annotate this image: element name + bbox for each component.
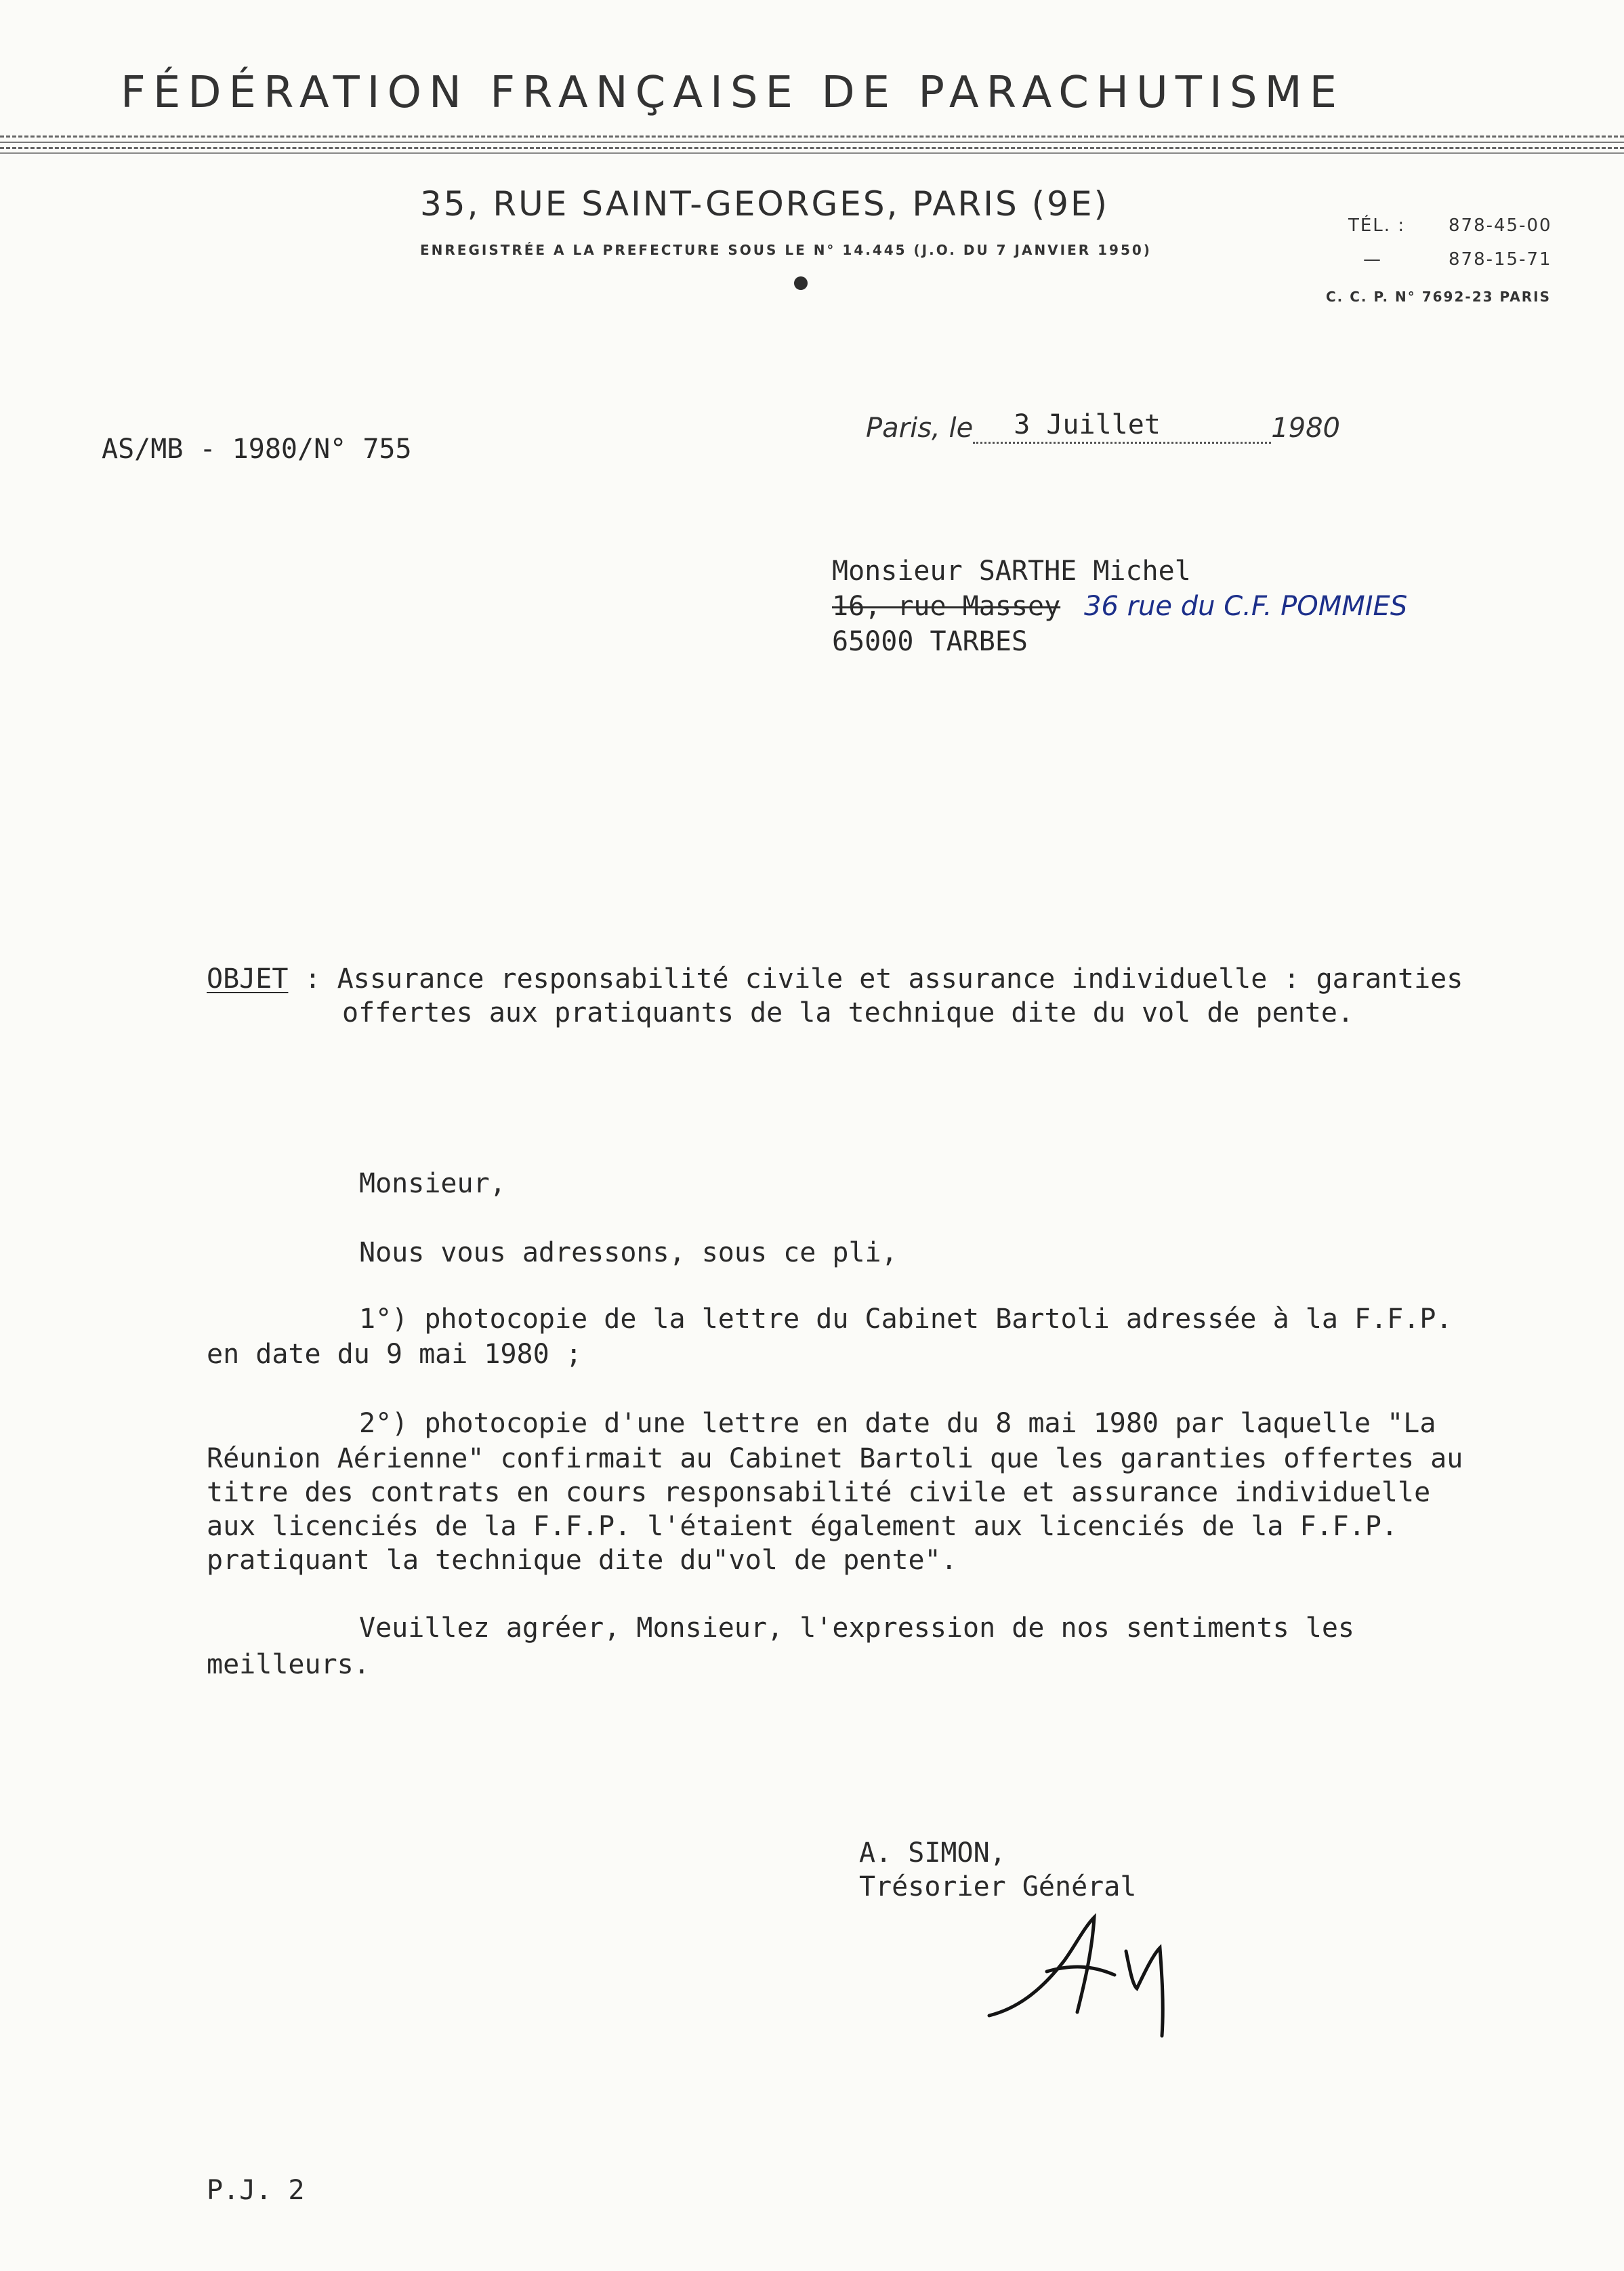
item2-line3: titre des contrats en cours responsabilité civile et assurance individuelle <box>207 1477 1431 1508</box>
item1-line2: en date du 9 mai 1980 ; <box>207 1339 582 1370</box>
signatory-title: Trésorier Général <box>859 1871 1137 1902</box>
date-day-month: 3 Juillet <box>1014 409 1161 440</box>
handwritten-signature <box>976 1911 1192 2046</box>
item2-line2: Réunion Aérienne" confirmait au Cabinet Bartoli que les garanties offertes au <box>207 1443 1463 1474</box>
date-prefix: Paris, le <box>866 413 974 444</box>
salutation: Monsieur, <box>359 1168 506 1199</box>
closing-line1: Veuillez agréer, Monsieur, l'expression de nos sentiments les <box>359 1612 1355 1644</box>
letterhead-rule <box>0 136 1624 156</box>
tel-number-2: 878-15-71 <box>1449 249 1552 270</box>
letterhead-dot <box>794 276 808 290</box>
recipient-city: 65000 TARBES <box>832 626 1028 657</box>
letterhead-registration: ENREGISTRÉE A LA PREFECTURE SOUS LE N° 14.445 (J.O. DU 7 JANVIER 1950) <box>420 242 1152 258</box>
reference-number: AS/MB - 1980/N° 755 <box>102 434 412 465</box>
tel-dash: — <box>1363 249 1382 270</box>
subject-label: OBJET <box>207 963 289 995</box>
tel-label: TÉL. : <box>1348 215 1406 236</box>
enclosure: P.J. 2 <box>207 2175 305 2206</box>
date-line <box>860 400 1340 444</box>
subject-line-2: offertes aux pratiquants de la technique dite du vol de pente. <box>342 997 1354 1028</box>
subject-line-1 <box>207 963 1463 995</box>
date-year: 1980 <box>1271 413 1340 444</box>
recipient-new-street: 36 rue du C.F. POMMIES <box>1084 591 1408 622</box>
item2-line1: 2°) photocopie d'une lettre en date du 8 mai 1980 par laquelle "La <box>359 1408 1436 1439</box>
intro: Nous vous adressons, sous ce pli, <box>359 1237 898 1268</box>
subject-text-1: Assurance responsabilité civile et assurance individuelle : garanties <box>337 963 1463 995</box>
letterhead-title: FÉDÉRATION FRANÇAISE DE PARACHUTISME <box>121 68 1345 118</box>
closing-line2: meilleurs. <box>207 1649 370 1680</box>
date-fill <box>973 409 1271 444</box>
recipient-old-street: 16, rue Massey <box>832 591 1061 622</box>
tel-number-1: 878-45-00 <box>1449 215 1552 236</box>
item1-line1: 1°) photocopie de la lettre du Cabinet Bartoli adressée à la F.F.P. <box>359 1304 1453 1335</box>
item2-line5: pratiquant la technique dite du"vol de pente". <box>207 1545 957 1576</box>
ccp-number: C. C. P. N° 7692-23 PARIS <box>1326 289 1552 305</box>
signatory-name: A. SIMON, <box>859 1837 1006 1869</box>
item2-line4: aux licenciés de la F.F.P. l'étaient également aux licenciés de la F.F.P. <box>207 1511 1398 1542</box>
recipient-name: Monsieur SARTHE Michel <box>832 556 1191 587</box>
letterhead-address: 35, RUE SAINT-GEORGES, PARIS (9E) <box>420 184 1110 224</box>
subject-separator: : <box>288 963 337 995</box>
